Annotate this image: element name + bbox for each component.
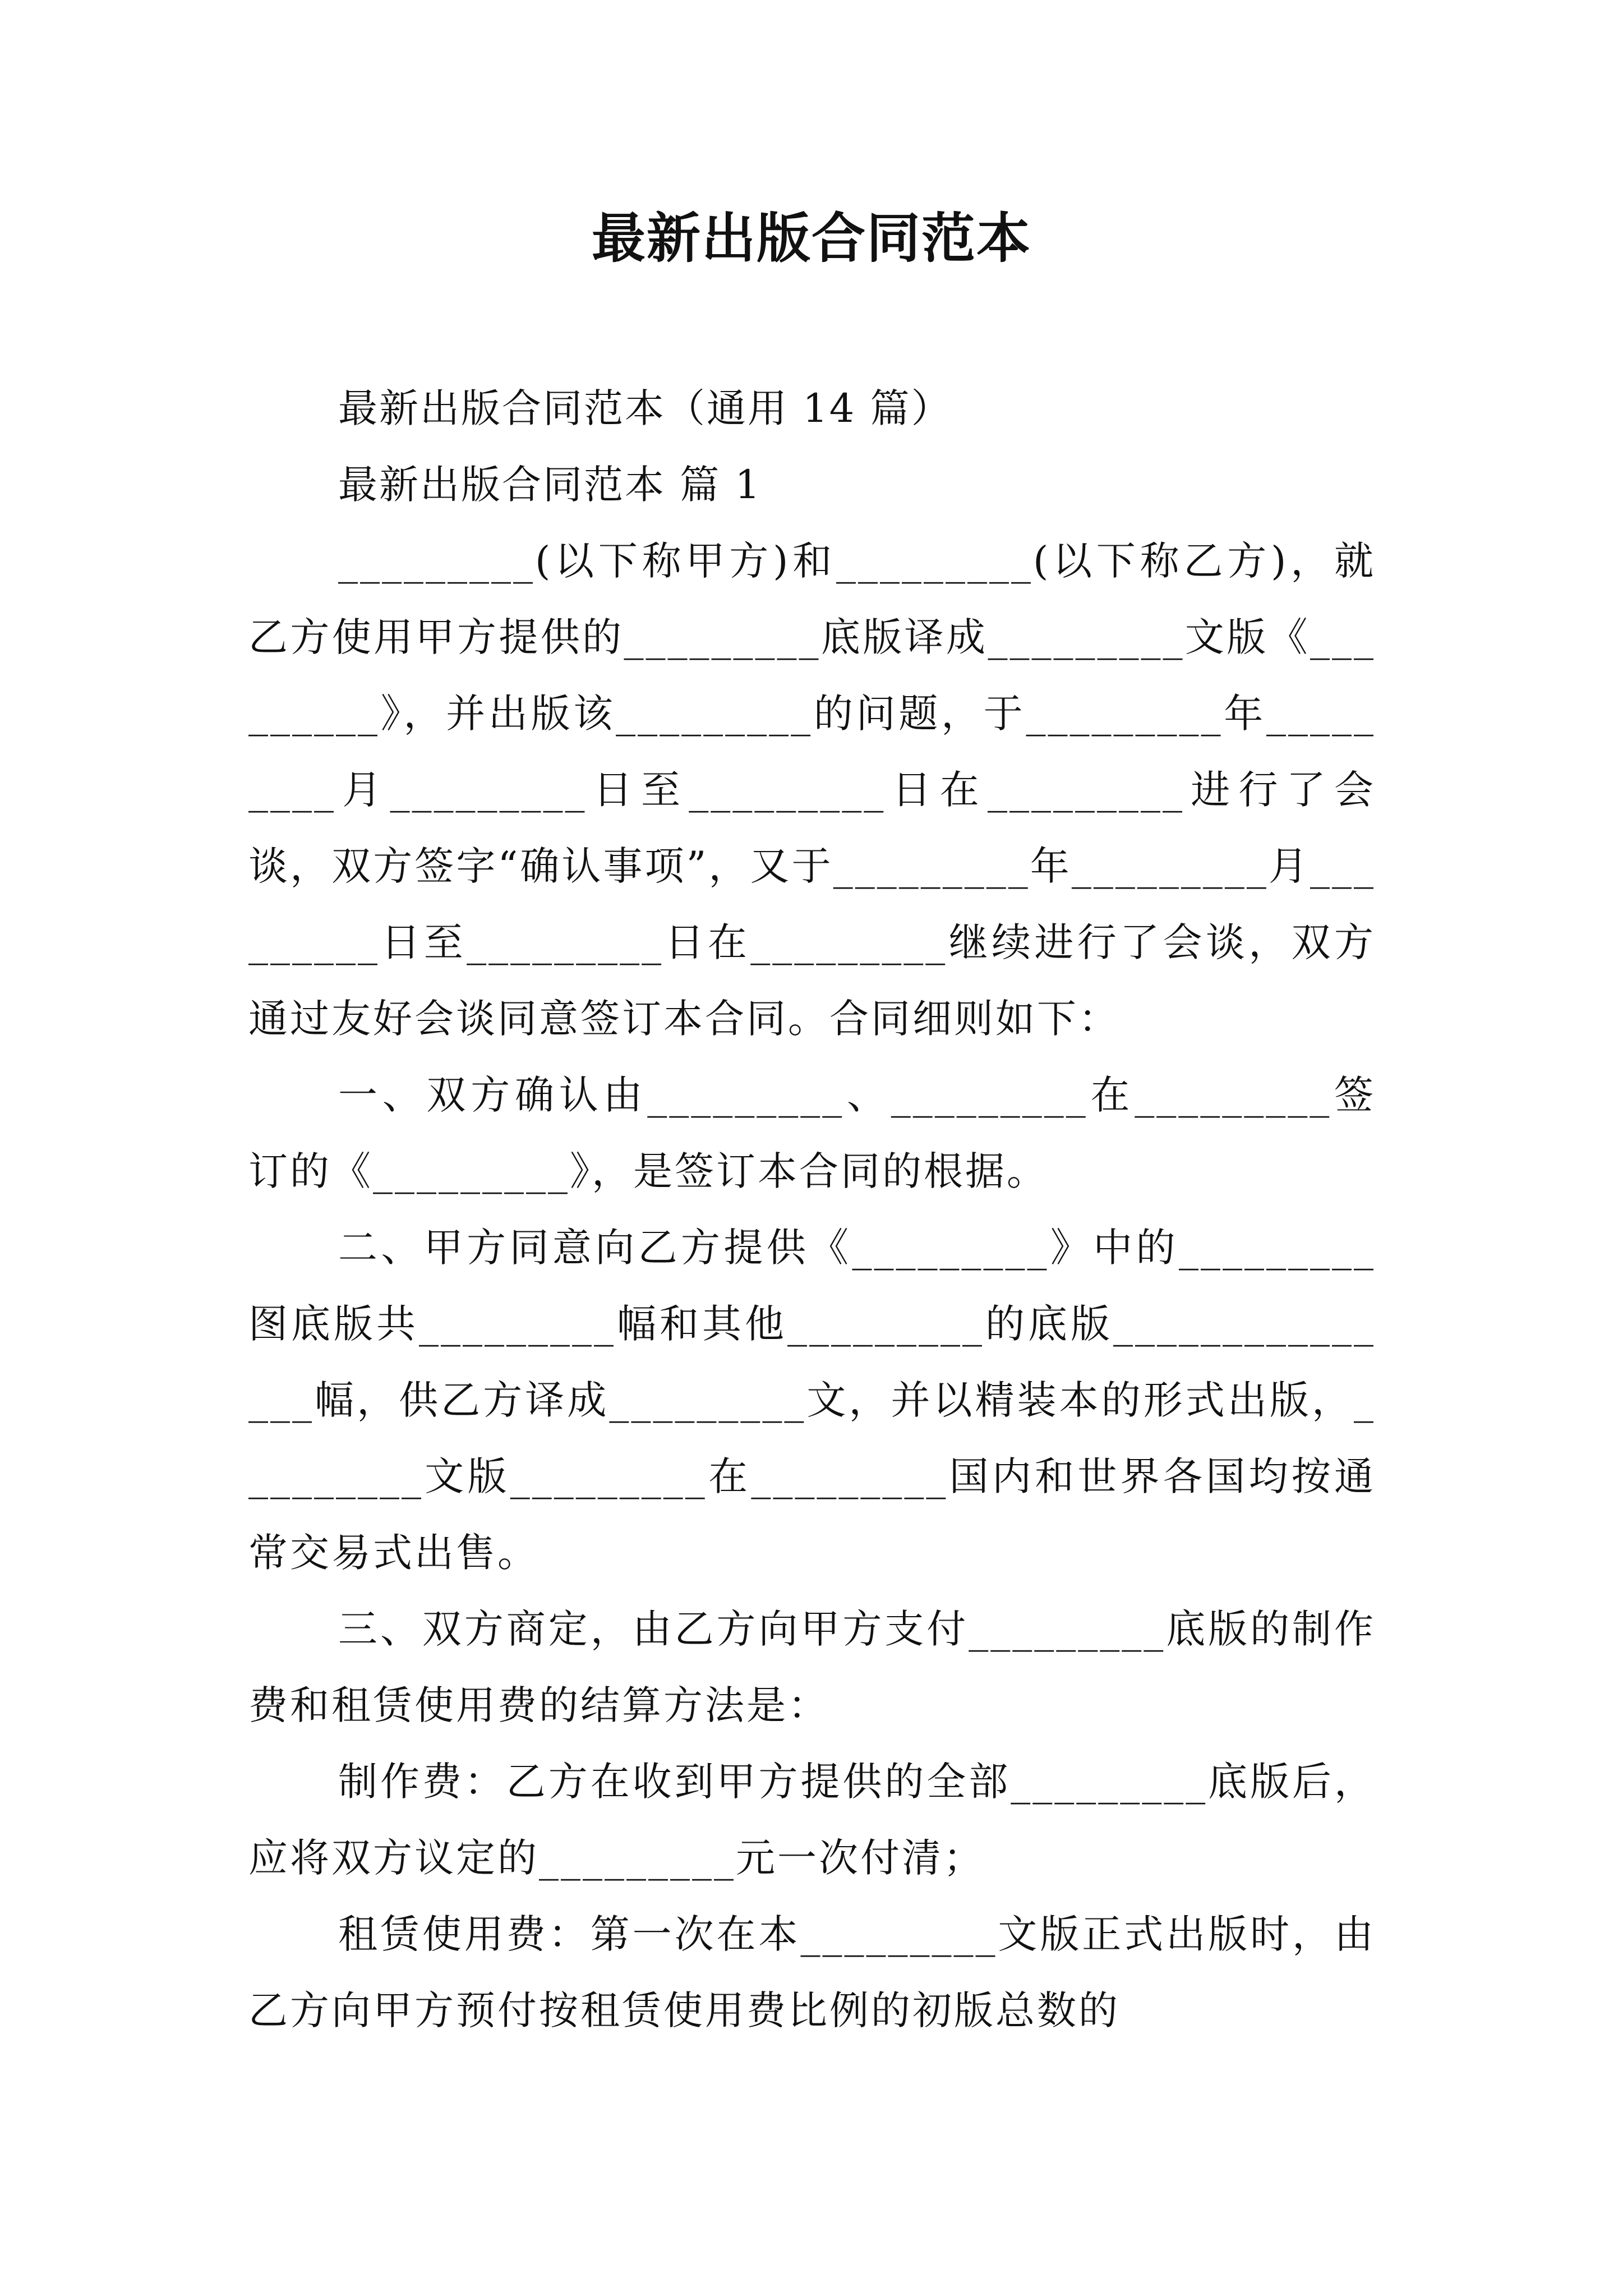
document-title: 最新出版合同范本 xyxy=(592,206,1031,270)
document-body xyxy=(248,370,1376,2049)
paragraph-rental-fee: 租赁使用费：第一次在本_________文版正式出版时，由乙方向甲方预付按租赁使用费比例的初版总数的 xyxy=(248,1911,1376,2033)
paragraph-clause-1: 一、双方确认由_________、_________在_________签订的《_________》，是签订本合同的根据。 xyxy=(248,1072,1376,1194)
paragraph-production-fee: 制作费：乙方在收到甲方提供的全部_________底版后，应将双方议定的_________元一次付清； xyxy=(248,1759,1376,1881)
document-subtitle: 最新出版合同范本（通用 14 篇） xyxy=(338,385,952,431)
section-heading: 最新出版合同范本 篇 1 xyxy=(338,462,762,508)
paragraph-intro: _________(以下称甲方)和_________(以下称乙方)，就乙方使用甲方提供的_________底版译成_________文版《_________》，并出版该_________的问题，于_________年_________月_________日至_________日在_________进行了会谈，双方签字“确认事项”，又于_________年_________月_________日至_________日在_________继续进行了会谈，双方通过友好会谈同意签订本合同。合同细则如下： xyxy=(248,538,1376,1042)
paragraph-clause-2: 二、甲方同意向乙方提供《_________》中的_________图底版共_________幅和其他_________的底版_______________幅，供乙方译成_________文，并以精装本的形式出版，_________文版_________在_________国内和世界各国均按通常交易式出售。 xyxy=(248,1225,1376,1576)
paragraph-clause-3: 三、双方商定，由乙方向甲方支付_________底版的制作费和租赁使用费的结算方法是： xyxy=(248,1606,1376,1728)
